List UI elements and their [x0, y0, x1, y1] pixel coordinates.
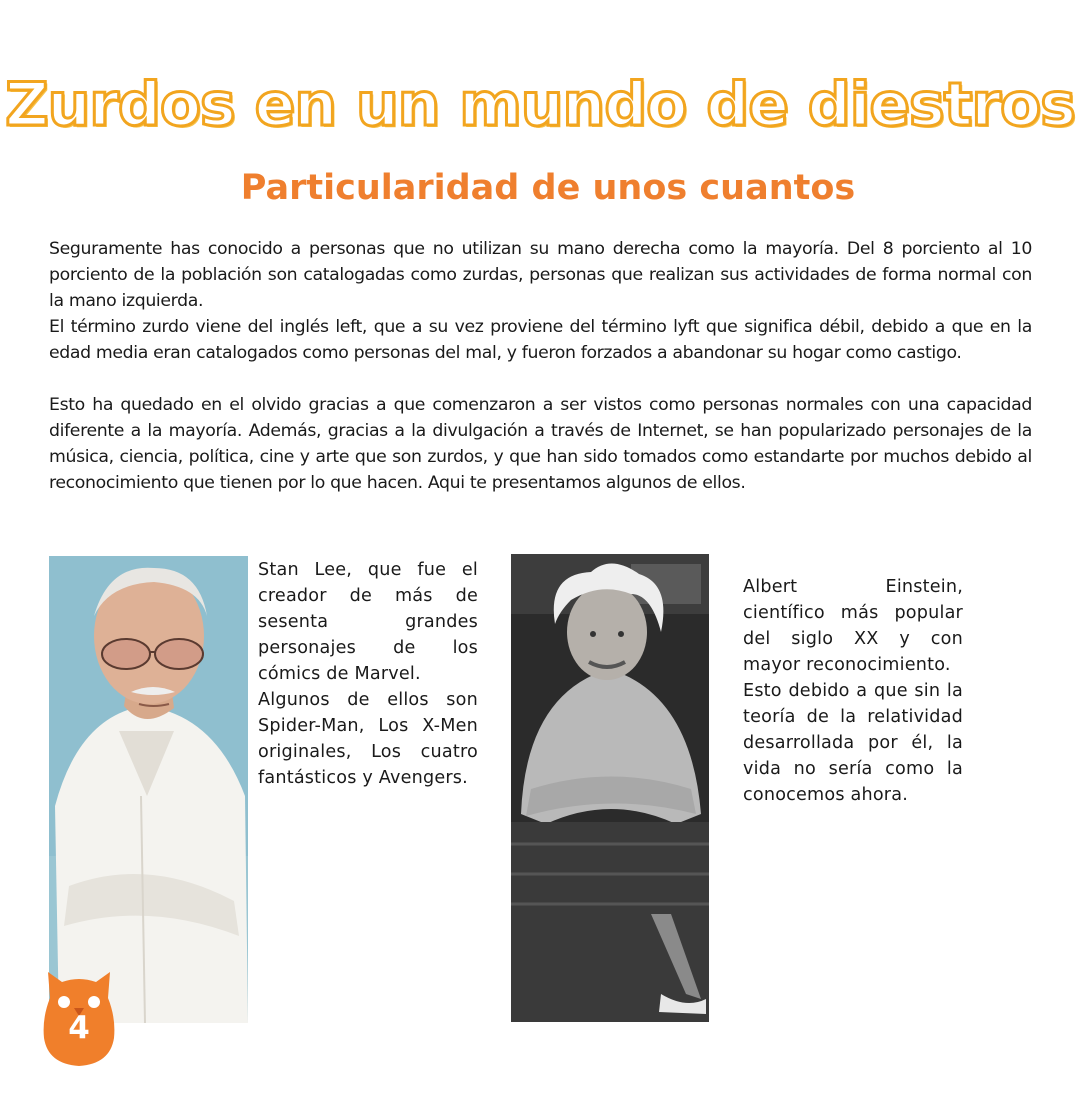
einstein-photo [511, 554, 709, 1022]
stan-lee-caption [258, 557, 478, 791]
intro-paragraph-1: Seguramente has conocido a personas que no utilizan su mano derecha como la mayoría. Del 8 porciento al 10 porciento de la población son catalogadas como zurdas, personas que realizan sus actividades de forma normal con la mano izquierda. [49, 239, 1032, 311]
einstein-caption-2: Esto debido a que sin la teoría de la relatividad desarrollada por él, la vida no sería como la conocemos ahora. [743, 681, 963, 805]
einstein-caption [743, 574, 963, 808]
stan-lee-photo [49, 556, 248, 1023]
page-number: 4 [68, 1010, 90, 1046]
einstein-caption-1: Albert Einstein, científico más popular del siglo XX y con mayor reconocimiento. [743, 577, 963, 675]
stan-lee-caption-2: Algunos de ellos son Spider-Man, Los X-Men originales, Los cuatro fantásticos y Avengers. [258, 690, 478, 788]
page-title: Zurdos en un mundo de diestros [5, 70, 1075, 140]
section-subtitle: Particularidad de unos cuantos [240, 168, 856, 208]
stan-lee-caption-1: Stan Lee, que fue el creador de más de sesenta grandes personajes de los cómics de Marvel. [258, 560, 478, 684]
intro-paragraph-2: El término zurdo viene del inglés left, que a su vez proviene del término lyft que significa débil, debido a que en la edad media eran catalogados como personas del mal, y fueron forzados a abandonar su hogar como castigo. [49, 317, 1032, 363]
intro-paragraph-3: Esto ha quedado en el olvido gracias a que comenzaron a ser vistos como personas normales con una capacidad diferente a la mayoría. Además, gracias a la divulgación a través de Internet, se han popularizado personajes de la música, ciencia, política, cine y arte que son zurdos, y que han sido tomados como estandarte por muchos debido al reconocimiento que tienen por lo que hacen. Aqui te presentamos algunos de ellos. [49, 395, 1032, 493]
intro-text [49, 236, 1032, 496]
